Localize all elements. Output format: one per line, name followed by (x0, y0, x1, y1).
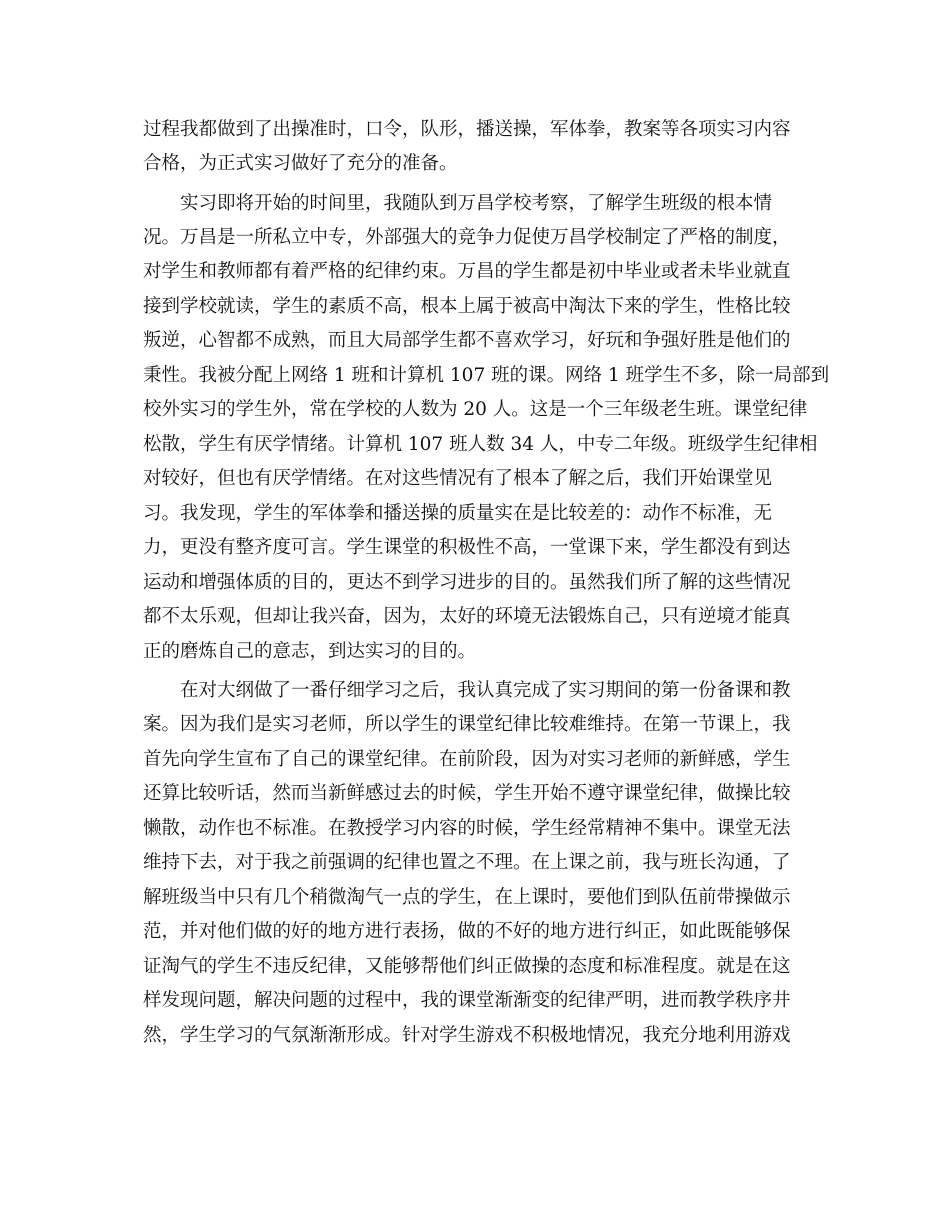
text-line: 案。因为我们是实习老师，所以学生的课堂纪律比较难维持。在第一节课上，我 (143, 714, 791, 735)
text-line: 对学生和教师都有着严格的纪律约束。万昌的学生都是初中毕业或者未毕业就直 (143, 261, 791, 282)
text-line: 校外实习的学生外，常在学校的人数为 20 人。这是一个三年级老生班。课堂纪律 (143, 399, 808, 420)
text-line: 然，学生学习的气氛渐渐形成。针对学生游戏不积极地情况，我充分地利用游戏 (143, 1025, 791, 1046)
text-line: 力，更没有整齐度可言。学生课堂的积极性不高，一堂课下来，学生都没有到达 (143, 537, 791, 558)
text-line: 范，并对他们做的好的地方进行表扬，做的不好的地方进行纠正，如此既能够保 (143, 921, 791, 942)
text-line: 叛逆，心智都不成熟，而且大局部学生都不喜欢学习，好玩和争强好胜是他们的 (143, 330, 791, 351)
text-line: 况。万昌是一所私立中专，外部强大的竞争力促使万昌学校制定了严格的制度， (143, 227, 791, 248)
text-line: 证淘气的学生不违反纪律，又能够帮他们纠正做操的态度和标准程度。就是在这 (143, 956, 791, 977)
text-line: 维持下去，对于我之前强调的纪律也置之不理。在上课之前，我与班长沟通，了 (143, 852, 791, 873)
text-line: 正的磨炼自己的意志，到达实习的目的。 (143, 641, 477, 662)
text-line: 样发现问题，解决问题的过程中，我的课堂渐渐变的纪律严明，进而教学秩序井 (143, 990, 791, 1011)
text-line: 都不太乐观，但却让我兴奋，因为，太好的环境无法锻炼自己，只有逆境才能真 (143, 606, 791, 627)
text-line: 秉性。我被分配上网络 1 班和计算机 107 班的课。网络 1 班学生不多，除一局部到 (143, 365, 830, 386)
text-line: 接到学校就读，学生的素质不高，根本上属于被高中淘汰下来的学生，性格比较 (143, 296, 791, 317)
text-line: 还算比较听话，然而当新鲜感过去的时候，学生开始不遵守课堂纪律，做操比较 (143, 783, 791, 804)
text-line: 对较好，但也有厌学情绪。在对这些情况有了根本了解之后，我们开始课堂见 (143, 468, 773, 489)
paragraph-start-line: 在对大纲做了一番仔细学习之后，我认真完成了实习期间的第一份备课和教 (180, 680, 791, 701)
text-line: 松散，学生有厌学情绪。计算机 107 班人数 34 人，中专二年级。班级学生纪律相 (143, 434, 818, 455)
text-line: 过程我都做到了出操准时，口令，队形，播送操，军体拳，教案等各项实习内容 (143, 119, 791, 140)
text-line: 解班级当中只有几个稍微淘气一点的学生，在上课时，要他们到队伍前带操做示 (143, 887, 791, 908)
paragraph-start-line: 实习即将开始的时间里，我随队到万昌学校考察，了解学生班级的根本情 (180, 193, 773, 214)
text-line: 合格，为正式实习做好了充分的准备。 (143, 153, 458, 174)
text-line: 运动和增强体质的目的，更达不到学习进步的目的。虽然我们所了解的这些情况 (143, 572, 791, 593)
text-line: 懒散，动作也不标准。在教授学习内容的时候，学生经常精神不集中。课堂无法 (143, 818, 791, 839)
text-line: 习。我发现，学生的军体拳和播送操的质量实在是比较差的：动作不标准，无 (143, 503, 773, 524)
text-line: 首先向学生宣布了自己的课堂纪律。在前阶段，因为对实习老师的新鲜感，学生 (143, 749, 791, 770)
